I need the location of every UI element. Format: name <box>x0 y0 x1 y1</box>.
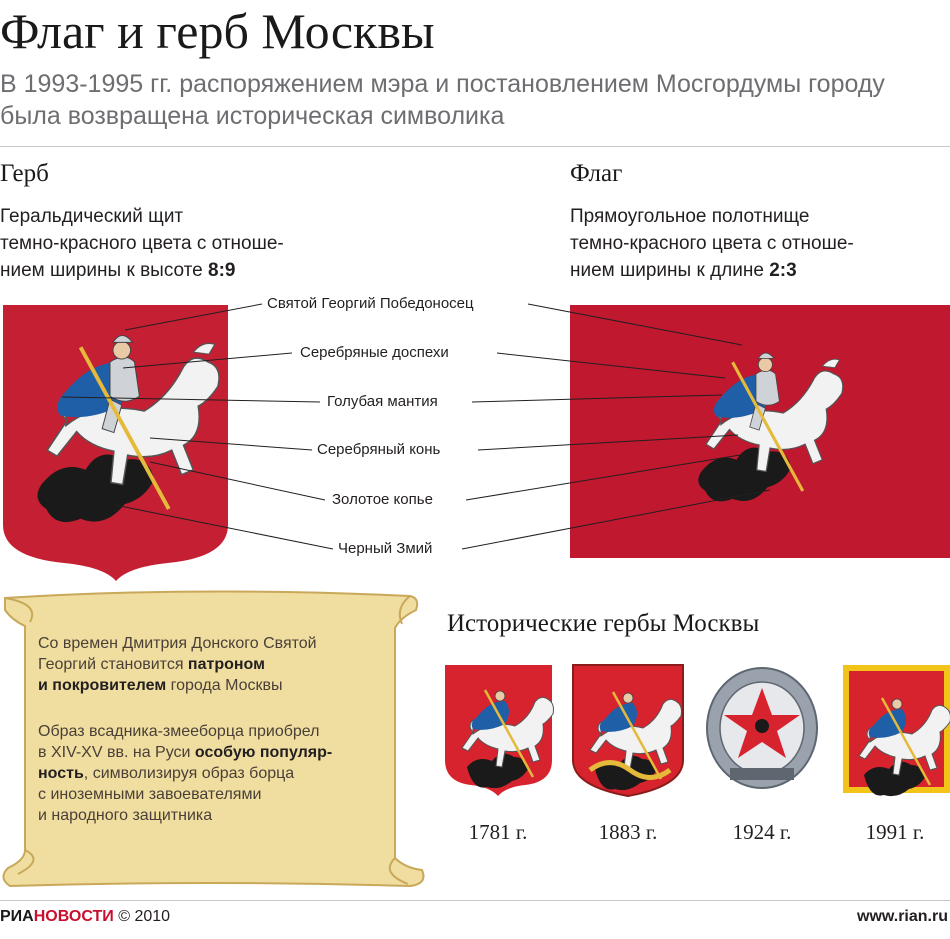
coat-heading: Герб <box>0 160 49 187</box>
main-illustration <box>0 295 950 590</box>
scroll-text: в XIV-XV вв. на Руси <box>38 744 195 761</box>
scroll-text: , символизируя образ борца <box>83 765 295 782</box>
year-1883: 1883 г. <box>598 820 658 844</box>
historical-coats <box>440 660 950 800</box>
logo-novosti: НОВОСТИ <box>33 908 114 925</box>
flag-desc-text: нием ширины к длине <box>570 260 770 281</box>
scroll-paragraph-1 <box>38 633 398 696</box>
logo-ria: РИА <box>0 908 34 925</box>
flag-ratio: 2:3 <box>769 260 797 281</box>
coat-1924 <box>707 668 817 788</box>
coat-1883 <box>573 665 683 796</box>
year-1781: 1781 г. <box>468 820 528 844</box>
page-title: Флаг и герб Москвы <box>0 3 435 59</box>
flag-desc-line <box>570 257 950 284</box>
coat-ratio: 8:9 <box>208 260 236 281</box>
scroll-line: с иноземными завоевателями <box>38 786 262 803</box>
year-1924: 1924 г. <box>732 820 792 844</box>
scroll-line: Образ всадника-змееборца приобрел <box>38 723 320 740</box>
callout-blue-mantle: Голубая мантия <box>327 393 438 410</box>
coat-description <box>0 203 400 284</box>
coat-1781 <box>445 665 554 796</box>
copyright: © 2010 <box>118 908 171 925</box>
scroll-line: Со времен Дмитрия Донского Святой <box>38 635 317 652</box>
coat-desc-line: Геральдический щит <box>0 206 184 227</box>
coat-desc-line: темно-красного цвета с отноше- <box>0 233 284 254</box>
scroll-text: Георгий становится <box>38 656 188 673</box>
page-subtitle: В 1993-1995 гг. распоряжением мэра и постановлением Мосгордумы городу была возвращена историческая символика <box>0 70 885 130</box>
footer-divider <box>0 900 950 901</box>
flag-heading: Флаг <box>570 160 623 187</box>
flag-desc-line: темно-красного цвета с отноше- <box>570 233 854 254</box>
scroll-line <box>38 763 398 784</box>
ria-novosti-logo <box>0 908 170 926</box>
header-divider <box>0 146 950 147</box>
scroll-line: и народного защитника <box>38 807 213 824</box>
flag-description <box>570 203 950 284</box>
scroll-bold: ность <box>38 765 84 782</box>
scroll-line <box>38 675 398 696</box>
year-1991: 1991 г. <box>865 820 925 844</box>
scroll-text: города Москвы <box>166 677 283 694</box>
site-url[interactable]: www.rian.ru <box>857 908 948 925</box>
callout-golden-spear: Золотое копье <box>332 491 433 508</box>
scroll-line <box>38 742 398 763</box>
scroll-bold: патроном <box>187 656 265 673</box>
callout-silver-armor: Серебряные доспехи <box>300 344 449 361</box>
flag-desc-line: Прямоугольное полотнище <box>570 206 810 227</box>
scroll-line <box>38 654 398 675</box>
scroll-bold: особую популяр- <box>194 744 333 761</box>
callout-black-serpent: Черный Змий <box>338 540 433 557</box>
callout-silver-horse: Серебряный конь <box>317 441 441 458</box>
coat-1991 <box>843 665 950 796</box>
historical-heading: Исторические гербы Москвы <box>447 610 760 637</box>
scroll-paragraph-2 <box>38 721 398 826</box>
coat-desc-text: нием ширины к высоте <box>0 260 209 281</box>
callout-saint-george: Святой Георгий Победоносец <box>267 295 474 312</box>
scroll-bold: и покровителем <box>38 677 167 694</box>
coat-desc-line <box>0 257 400 284</box>
